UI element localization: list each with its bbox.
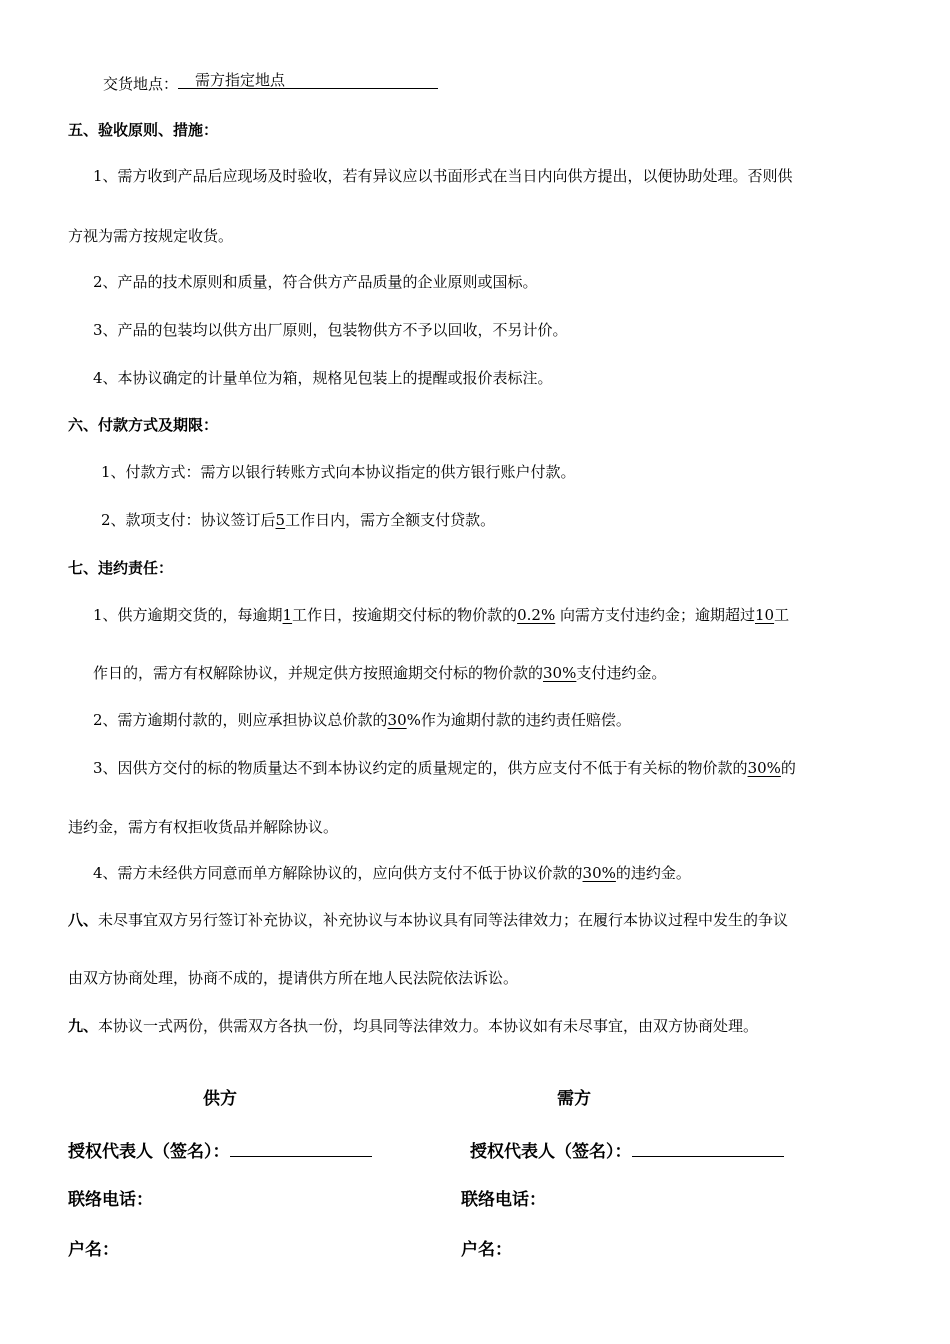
s7-i3-b: 的	[780, 759, 796, 777]
section5-item3: 3、产品的包装均以供方出厂原则，包装物供方不予以回收，不另计价。	[93, 321, 568, 339]
section9	[68, 1016, 758, 1036]
section7-item3-line1	[93, 758, 796, 778]
delivery-field[interactable]	[178, 72, 438, 89]
s7-i3-a: 3、因供方交付的标的物质量达不到本协议约定的质量规定的，供方应支付不低于有关标的物价款的	[93, 759, 748, 777]
section9-text: 本协议一式两份，供需双方各执一份，均具同等法律效力。本协议如有未尽事宜，由双方协商处理。	[98, 1017, 759, 1035]
buyer-title: 需方	[557, 1089, 591, 1109]
late-delivery-days: 1	[282, 606, 293, 624]
s7-i1-f: 支付违约金。	[576, 664, 667, 682]
section7-item1-line1	[93, 605, 789, 625]
section7-title: 七、违约责任：	[68, 559, 174, 577]
section5-item1-line1: 1、需方收到产品后应现场及时验收，若有异议应以书面形式在当日内向供方提出，以便协助处理。否则供	[93, 167, 793, 185]
s7-i4-b: 的违约金。	[615, 864, 691, 882]
section6-item2-post: 工作日内，需方全额支付贷款。	[285, 511, 496, 529]
section8-text1: 未尽事宜双方另行签订补充协议，补充协议与本协议具有同等法律效力；在履行本协议过程中发生的争议	[98, 911, 789, 929]
section8-head: 八、	[68, 911, 99, 929]
late-delivery-limit: 10	[755, 606, 775, 624]
delivery-value: 需方指定地点	[195, 71, 286, 89]
supplier-rep	[68, 1140, 372, 1162]
section6-item2-pre: 2、款项支付：协议签订后	[101, 511, 276, 529]
supplier-account-label: 户名：	[68, 1240, 119, 1260]
supplier-signature-field[interactable]	[230, 1140, 372, 1157]
section7-item1-line2	[93, 663, 666, 683]
section7-item4	[93, 863, 691, 883]
unilateral-termination-pct: 30%	[582, 864, 616, 882]
buyer-signature-field[interactable]	[632, 1140, 784, 1157]
section8-line2: 由双方协商处理，协商不成的，提请供方所在地人民法院依法诉讼。	[68, 969, 519, 987]
s7-i1-c: 向需方支付违约金；逾期超过	[555, 606, 755, 624]
section6-item2	[101, 510, 495, 530]
termination-penalty-pct: 30%	[543, 664, 577, 682]
buyer-rep-label: 授权代表人（签名）：	[470, 1142, 632, 1162]
payment-days: 5	[275, 511, 286, 529]
section9-head: 九、	[68, 1017, 99, 1035]
late-payment-pct: 30	[387, 711, 407, 729]
s7-i1-b: 工作日，按逾期交付标的物价款的	[292, 606, 518, 624]
quality-penalty-pct: 30%	[747, 759, 781, 777]
s7-i2-a: 2、需方逾期付款的，则应承担协议总价款的	[93, 711, 388, 729]
supplier-phone-label: 联络电话：	[68, 1190, 153, 1210]
s7-i1-e: 作日的，需方有权解除协议，并规定供方按照逾期交付标的物价款的	[93, 664, 544, 682]
late-delivery-rate: 0.2%	[517, 606, 556, 624]
section6-title: 六、付款方式及期限：	[68, 416, 219, 434]
supplier-rep-label: 授权代表人（签名）：	[68, 1142, 230, 1162]
section5-item2: 2、产品的技术原则和质量，符合供方产品质量的企业原则或国标。	[93, 273, 538, 291]
section7-item2	[93, 710, 631, 730]
s7-i1-d: 工	[774, 606, 790, 624]
s7-i4-a: 4、需方未经供方同意而单方解除协议的，应向供方支付不低于协议价款的	[93, 864, 583, 882]
buyer-rep	[470, 1140, 784, 1162]
buyer-account-label: 户名：	[461, 1240, 512, 1260]
section7-item3-line2: 违约金，需方有权拒收货品并解除协议。	[68, 818, 339, 836]
section5-title: 五、验收原则、措施：	[68, 121, 219, 139]
section5-item4: 4、本协议确定的计量单位为箱，规格见包装上的提醒或报价表标注。	[93, 369, 553, 387]
delivery-location	[103, 72, 438, 94]
section8-line1	[68, 910, 788, 930]
buyer-phone-label: 联络电话：	[461, 1190, 546, 1210]
delivery-label: 交货地点：	[103, 75, 179, 93]
s7-i1-a: 1、供方逾期交货的，每逾期	[93, 606, 283, 624]
s7-i2-b: %作为逾期付款的违约责任赔偿。	[406, 711, 631, 729]
section6-item1: 1、付款方式：需方以银行转账方式向本协议指定的供方银行账户付款。	[101, 463, 576, 481]
section5-item1-line2: 方视为需方按规定收货。	[68, 227, 234, 245]
supplier-title: 供方	[203, 1089, 237, 1109]
